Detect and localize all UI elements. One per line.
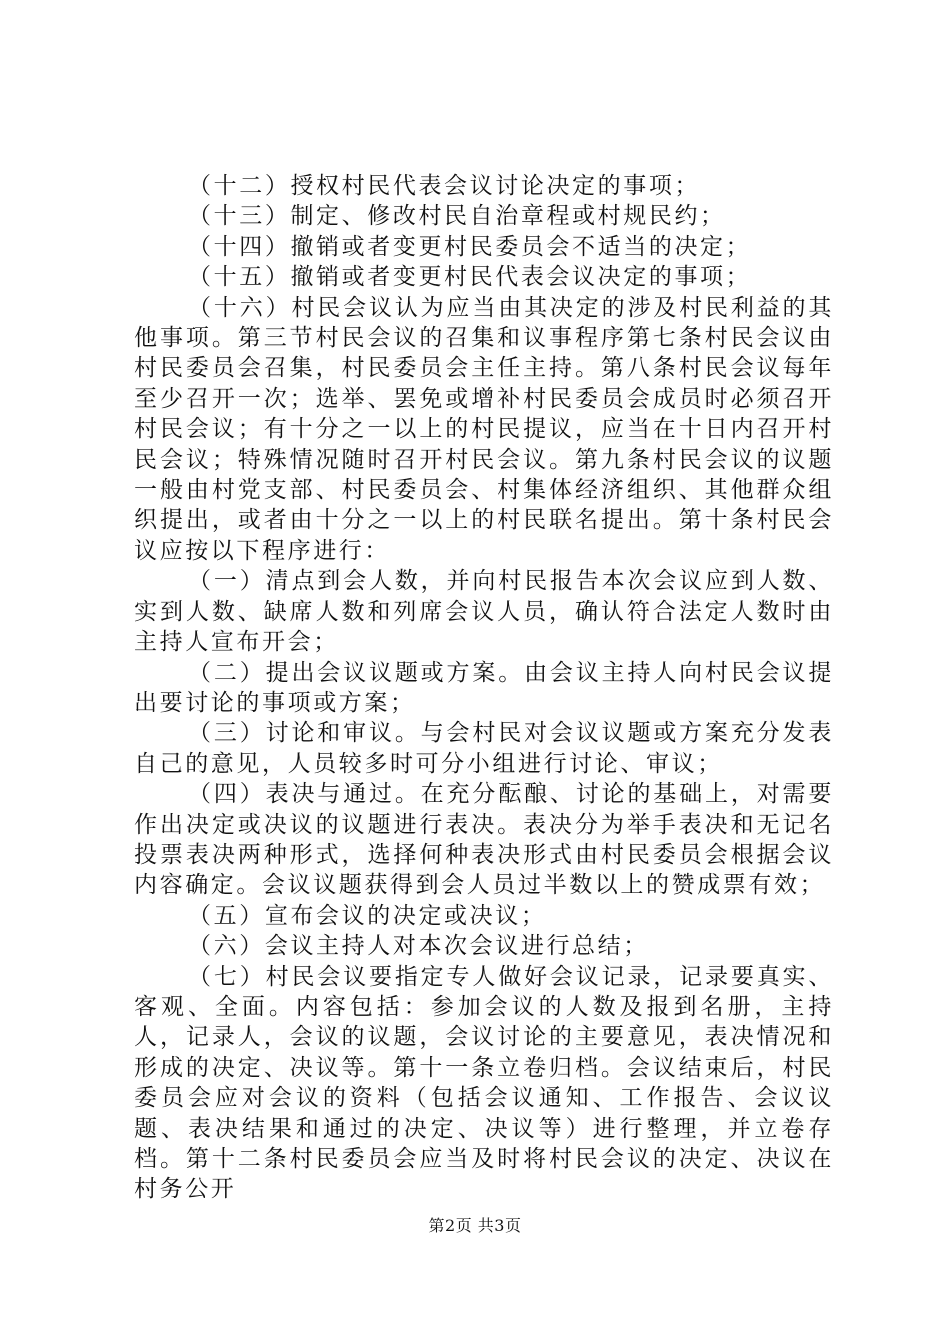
- paragraph: （十二）授权村民代表会议讨论决定的事项；: [188, 173, 701, 199]
- paragraph: （十五）撤销或者变更村民代表会议决定的事项；: [188, 264, 752, 291]
- paragraph: （二）提出会议议题或方案。由会议主持人向村民会议提出要讨论的事项或方案；: [134, 659, 834, 716]
- page-number-footer: 第2页 共3页: [428, 1216, 522, 1235]
- document-body: [134, 171, 834, 1205]
- paragraph: （十六）村民会议认为应当由其决定的涉及村民利益的其他事项。第三节村民会议的召集和议事程序第七条村民会议由村民委员会召集，村民委员会主任主持。第八条村民会议每年至少召开一次；选举、罢免或增补村民委员会成员时必须召开村民会议；有十分之一以上的村民提议，应当在十日内召开村民会议；特殊情况随时召开村民会议。第九条村民会议的议题一般由村党支部、村民委员会、村集体经济组织、其他群众组织提出，或者由十分之一以上的村民联名提出。第十条村民会议应按以下程序进行：: [134, 294, 834, 564]
- paragraph: （五）宣布会议的决定或决议；: [188, 902, 547, 929]
- paragraph: （四）表决与通过。在充分酝酿、讨论的基础上，对需要作出决定或决议的议题进行表决。表决分为举手表决和无记名投票表决两种形式，选择何种表决形式由村民委员会根据会议内容确定。会议议题获得到会人员过半数以上的赞成票有效；: [134, 781, 834, 899]
- paragraph: （三）讨论和审议。与会村民对会议议题或方案充分发表自己的意见，人员较多时可分小组进行讨论、审议；: [134, 720, 834, 777]
- paragraph: （七）村民会议要指定专人做好会议记录，记录要真实、客观、全面。内容包括：参加会议的人数及报到名册，主持人，记录人，会议的议题，会议讨论的主要意见，表决情况和形成的决定、决议等。第十一条立卷归档。会议结束后，村民委员会应对会议的资料（包括会议通知、工作报告、会议议题、表决结果和通过的决定、决议等）进行整理，并立卷存档。第十二条村民委员会应当及时将村民会议的决定、决议在村务公开: [134, 963, 834, 1203]
- paragraph: （六）会议主持人对本次会议进行总结；: [188, 933, 649, 960]
- paragraph: （十三）制定、修改村民自治章程或村规民约；: [188, 203, 726, 230]
- paragraph: （一）清点到会人数，并向村民报告本次会议应到人数、实到人数、缺席人数和列席会议人员，确认符合法定人数时由主持人宣布开会；: [134, 568, 834, 656]
- paragraph: （十四）撤销或者变更村民委员会不适当的决定；: [188, 233, 752, 260]
